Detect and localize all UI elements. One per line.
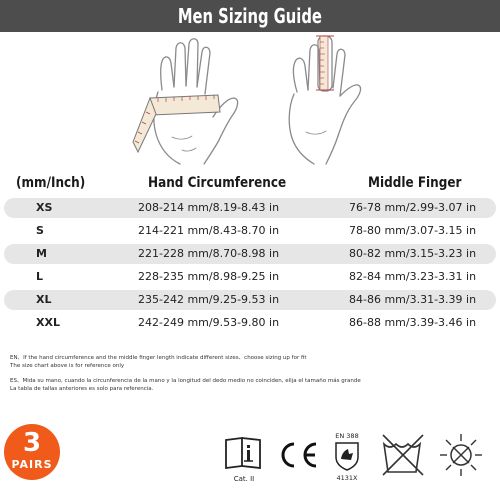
table-row	[4, 198, 496, 218]
english-note-line-2: The size chart above is for reference only	[10, 362, 125, 369]
en388-code: 4131X	[336, 474, 358, 482]
size-table-header	[0, 173, 500, 195]
pairs-badge	[4, 424, 60, 480]
page-title: Men Sizing Guide	[177, 4, 323, 28]
middle-finger-cell: 78-80 mm/3.07-3.15 in	[349, 224, 477, 237]
middle-finger-cell: 82-84 mm/3.23-3.31 in	[349, 270, 477, 283]
spanish-note	[10, 378, 490, 393]
table-row	[4, 244, 496, 264]
table-row	[4, 313, 496, 333]
en388-label: EN 388	[335, 432, 359, 440]
hand-circumference-cell: 235-242 mm/9.25-9.53 in	[138, 293, 280, 306]
hand-circumference-cell: 214-221 mm/8.43-8.70 in	[138, 224, 280, 237]
do-not-wash-icon	[380, 432, 426, 478]
hand-circumference-cell: 208-214 mm/8.19-8.43 in	[138, 201, 280, 214]
info-category-label: Cat. II	[233, 475, 255, 483]
hand-illustrations	[0, 32, 500, 167]
middle-finger-ruler-icon	[316, 36, 334, 91]
table-row	[4, 267, 496, 287]
measuring-tape-icon	[133, 95, 220, 152]
ce-mark-icon	[276, 440, 322, 470]
spanish-note-line-1: ES、Mida su mano, cuando la circunferencia de la mano y la longitud del dedo medio no coinciden, elija el tamaño más grande	[10, 378, 361, 384]
hand-circumference-cell: 221-228 mm/8.70-8.98 in	[138, 247, 280, 260]
avoid-sunlight-icon	[436, 430, 486, 480]
size-cell: XS	[36, 201, 53, 214]
en388-shield-icon	[334, 441, 360, 471]
hand-circumference-header: Hand Circumference	[148, 175, 287, 191]
size-cell: XL	[36, 293, 52, 306]
middle-finger-header: Middle Finger	[368, 175, 462, 191]
size-cell: L	[36, 270, 44, 283]
certification-strip	[0, 402, 500, 500]
information-book-icon	[224, 436, 264, 470]
english-note	[10, 355, 490, 370]
title-banner	[0, 0, 500, 32]
hand-circumference-cell: 228-235 mm/8.98-9.25 in	[138, 270, 280, 283]
table-row	[4, 290, 496, 310]
size-cell: M	[36, 247, 47, 260]
middle-finger-cell: 76-78 mm/2.99-3.07 in	[349, 201, 477, 214]
spanish-note-line-2: La tabla de tallas anteriores es solo para referencia.	[10, 385, 154, 392]
english-note-line-1: EN、If the hand circumference and the middle finger length indicate different sizes、choose sizing up for fit	[10, 355, 307, 361]
middle-finger-cell: 80-82 mm/3.15-3.23 in	[349, 247, 477, 260]
size-cell: S	[36, 224, 44, 237]
pairs-label: PAIRS	[11, 458, 53, 471]
unit-header: (mm/Inch)	[16, 175, 86, 191]
size-cell: XXL	[36, 316, 60, 329]
hand-circumference-cell: 242-249 mm/9.53-9.80 in	[138, 316, 280, 329]
middle-finger-cell: 86-88 mm/3.39-3.46 in	[349, 316, 477, 329]
middle-finger-cell: 84-86 mm/3.31-3.39 in	[349, 293, 477, 306]
table-row	[4, 221, 496, 241]
pairs-count: 3	[22, 428, 42, 458]
